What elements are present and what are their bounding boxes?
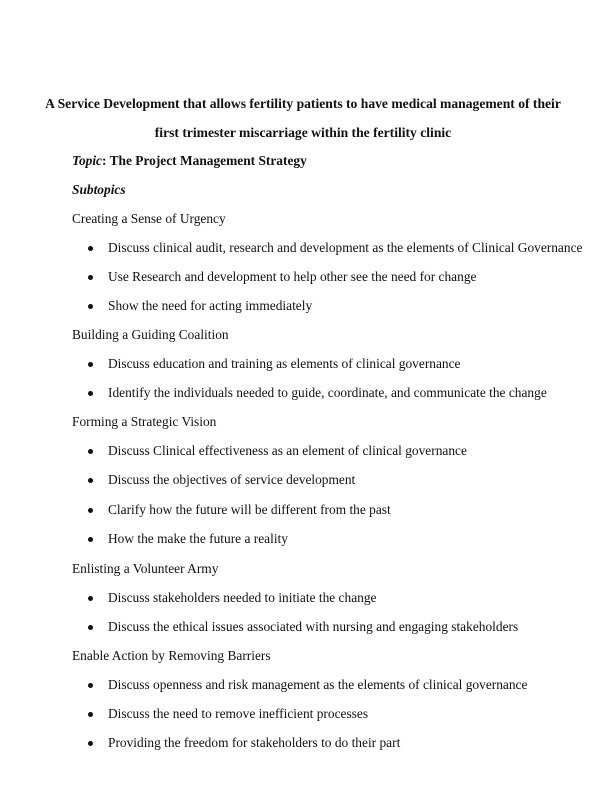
bullet-text: Providing the freedom for stakeholders to do their part <box>108 735 401 750</box>
section-heading: Building a Guiding Coalition <box>72 327 229 342</box>
bullet-text: Identify the individuals needed to guide, coordinate, and communicate the change <box>108 385 547 400</box>
bullet-icon <box>88 508 93 513</box>
bullet-text: Discuss education and training as elements of clinical governance <box>108 356 461 371</box>
bullet-icon <box>88 246 93 251</box>
bullet-text: Discuss openness and risk management as the elements of clinical governance <box>108 677 528 692</box>
bullet-text: Discuss the need to remove inefficient processes <box>108 706 369 721</box>
bullet-text: Discuss clinical audit, research and development as the elements of Clinical Governance <box>108 240 583 255</box>
bullet-icon <box>88 275 93 280</box>
section-heading: Creating a Sense of Urgency <box>72 211 226 226</box>
bullet-icon <box>88 391 93 396</box>
section-heading: Forming a Strategic Vision <box>72 414 217 429</box>
topic-line <box>72 153 307 169</box>
bullet-text: Use Research and development to help other see the need for change <box>108 269 477 284</box>
bullet-icon <box>88 712 93 717</box>
bullet-text: Clarify how the future will be different from the past <box>108 502 391 517</box>
document-title-line-2: first trimester miscarriage within the fertility clinic <box>154 125 452 140</box>
bullet-text: Discuss Clinical effectiveness as an element of clinical governance <box>108 443 467 458</box>
bullet-text: Discuss the ethical issues associated with nursing and engaging stakeholders <box>108 619 519 634</box>
section-heading: Enable Action by Removing Barriers <box>72 648 271 663</box>
document-title-line-1: A Service Development that allows fertility patients to have medical management of their <box>45 96 561 111</box>
topic-label: Topic <box>72 153 103 168</box>
bullet-icon <box>88 741 93 746</box>
bullet-icon <box>88 683 93 688</box>
bullet-icon <box>88 478 93 483</box>
bullet-icon <box>88 304 93 309</box>
topic-separator: : <box>102 153 107 168</box>
bullet-icon <box>88 449 93 454</box>
bullet-text: How the make the future a reality <box>108 531 288 546</box>
bullet-icon <box>88 537 93 542</box>
subtopics-heading: Subtopics <box>72 182 126 197</box>
bullet-icon <box>88 596 93 601</box>
bullet-icon <box>88 625 93 630</box>
section-heading: Enlisting a Volunteer Army <box>72 561 219 576</box>
topic-value: The Project Management Strategy <box>106 153 307 168</box>
bullet-icon <box>88 362 93 367</box>
bullet-text: Discuss stakeholders needed to initiate the change <box>108 590 377 605</box>
bullet-text: Show the need for acting immediately <box>108 298 313 313</box>
bullet-text: Discuss the objectives of service development <box>108 472 356 487</box>
